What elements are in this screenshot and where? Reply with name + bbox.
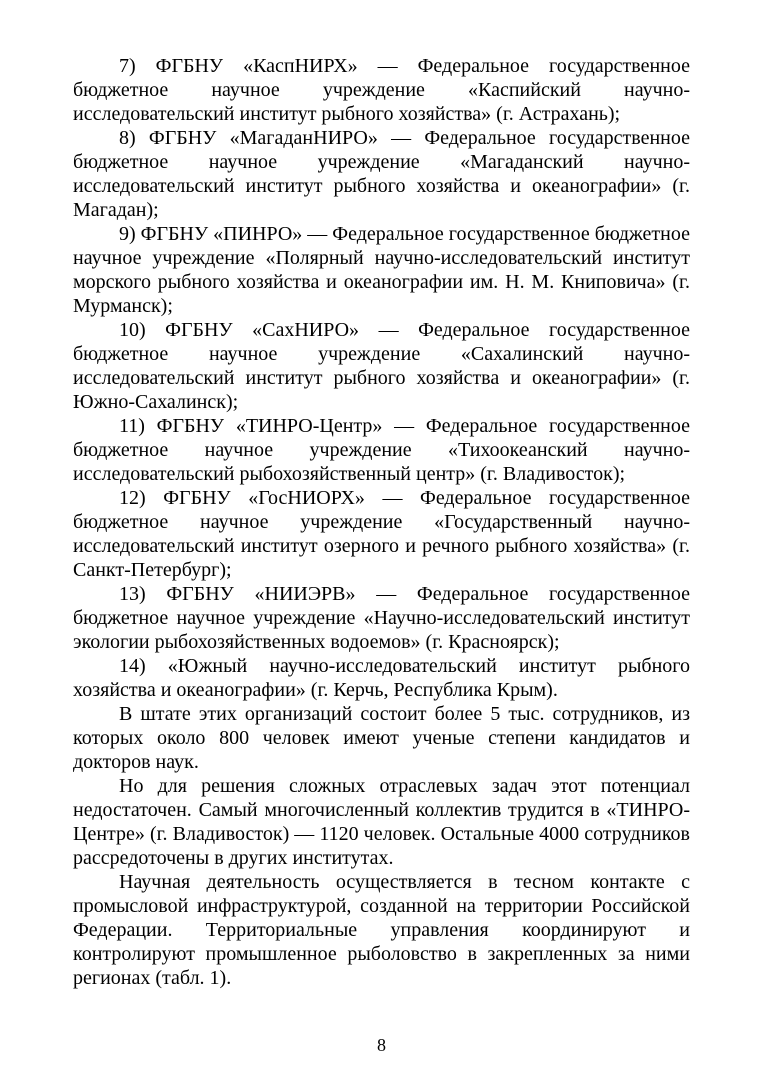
staff-paragraph: В штате этих организаций состоит более 5 тыс. сотрудников, из которых около 800 человек имеют ученые степени кандидатов и докторов наук. bbox=[73, 703, 690, 773]
activity-paragraph: Научная деятельность осуществляется в тесном контакте с промысловой инфраструктурой, созданной на территории Российской Федерации. Территориальные управления координируют и контролируют промышленное рыболовство в закрепленных за ними регионах (табл. 1). bbox=[73, 871, 690, 989]
page-body bbox=[73, 54, 690, 990]
list-item-9: 9) ФГБНУ «ПИНРО» — Федеральное государственное бюджетное научное учреждение «Полярный научно-исследовательский институт морского рыбного хозяйства и океанографии им. Н. М. Книповича» (г. Мурманск); bbox=[73, 223, 690, 317]
list-item-8: 8) ФГБНУ «МагаданНИРО» — Федеральное государственное бюджетное научное учреждение «Магаданский научно-исследовательский институт рыбного хозяйства и океанографии» (г. Магадан); bbox=[73, 127, 690, 221]
list-item-10: 10) ФГБНУ «СахНИРО» — Федеральное государственное бюджетное научное учреждение «Сахалинский научно-исследовательский институт рыбного хозяйства и океанографии» (г. Южно-Сахалинск); bbox=[73, 319, 690, 413]
page-number: 8 bbox=[377, 1035, 386, 1055]
list-item-11: 11) ФГБНУ «ТИНРО-Центр» — Федеральное государственное бюджетное научное учреждение «Тихоокеанский научно-исследовательский рыбохозяйственный центр» (г. Владивосток); bbox=[73, 415, 690, 485]
list-item-7: 7) ФГБНУ «КаспНИРХ» — Федеральное государственное бюджетное научное учреждение «Каспийский научно-исследовательский институт рыбного хозяйства» (г. Астрахань); bbox=[73, 55, 690, 125]
list-item-14: 14) «Южный научно-исследовательский институт рыбного хозяйства и океанографии» (г. Керчь, Республика Крым). bbox=[73, 655, 690, 701]
list-item-12: 12) ФГБНУ «ГосНИОРХ» — Федеральное государственное бюджетное научное учреждение «Государственный научно-исследовательский институт озерного и речного рыбного хозяйства» (г. Санкт-Петербург); bbox=[73, 487, 690, 581]
list-item-13: 13) ФГБНУ «НИИЭРВ» — Федеральное государственное бюджетное научное учреждение «Научно-исследовательский институт экологии рыбохозяйственных водоемов» (г. Красноярск); bbox=[73, 583, 690, 653]
potential-paragraph: Но для решения сложных отраслевых задач этот потенциал недостаточен. Самый многочисленный коллектив трудится в «ТИНРО-Центре» (г. Владивосток) — 1120 человек. Остальные 4000 сотрудников рассредоточены в других институтах. bbox=[73, 775, 690, 869]
